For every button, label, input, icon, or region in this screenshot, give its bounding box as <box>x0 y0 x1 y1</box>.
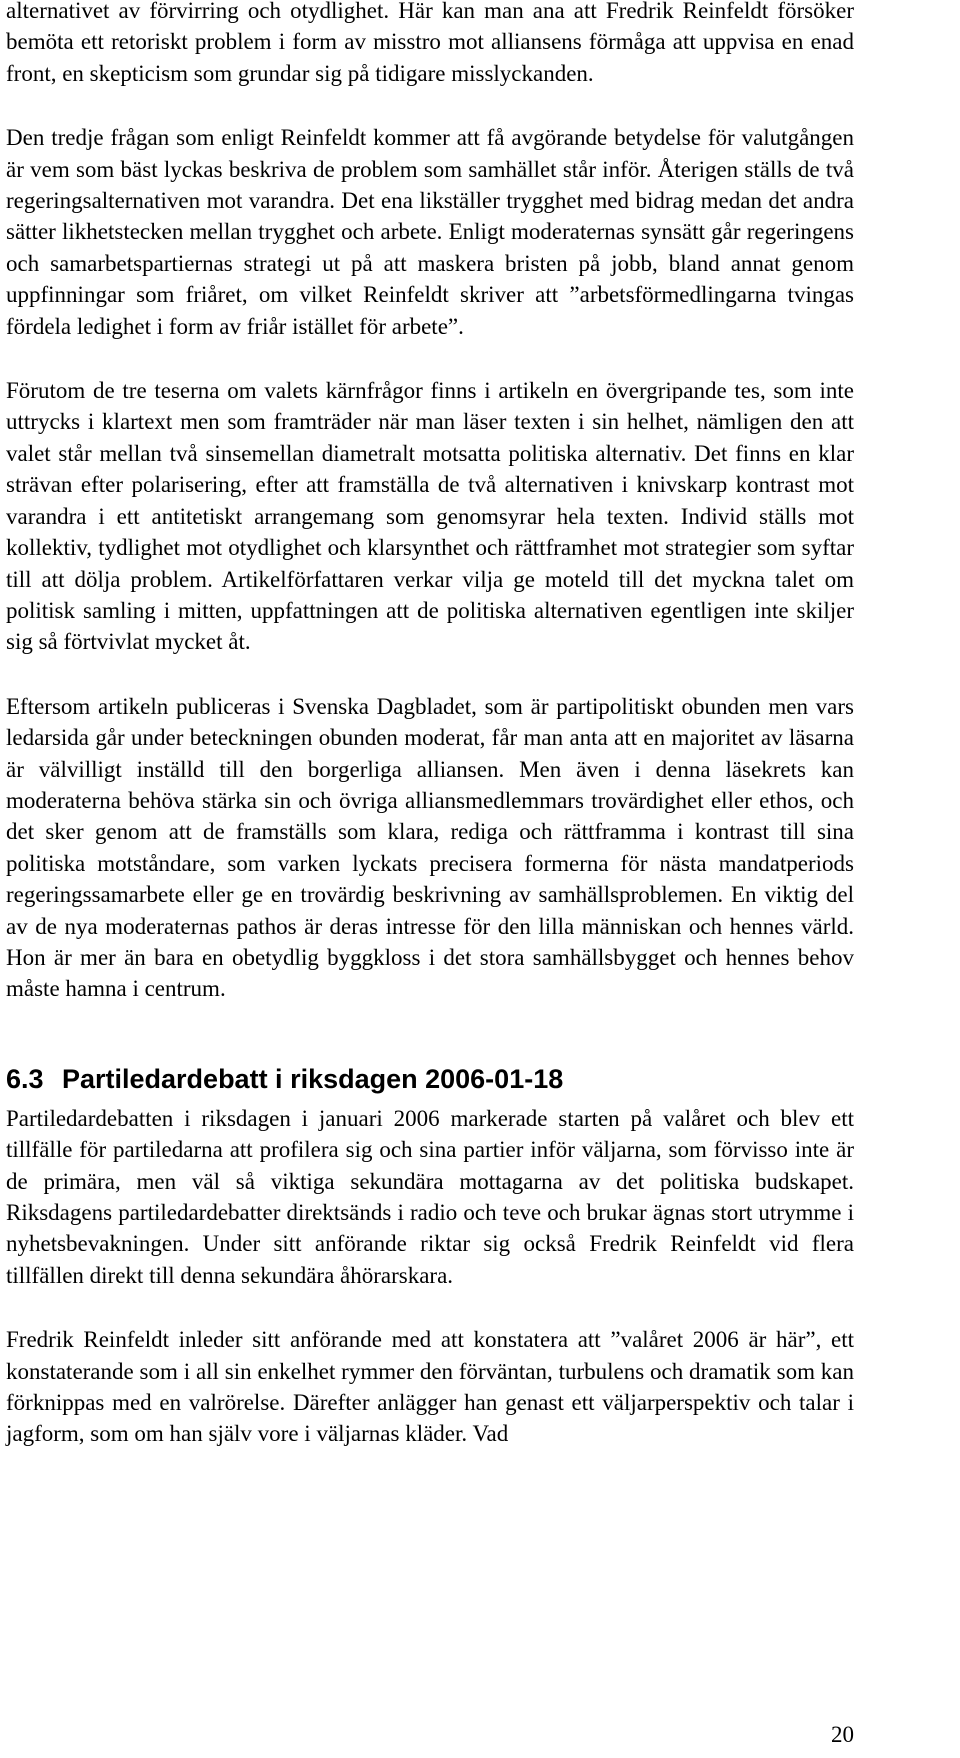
body-paragraph: alternativet av förvirring och otydlighet. Här kan man ana att Fredrik Reinfeldt försöker bemöta ett retoriskt problem i form av misstro mot alliansens förmåga att uppvisa en enad front, en skepticism som grundar sig på tidigare misslyckanden. <box>6 0 854 86</box>
body-paragraph: Den tredje frågan som enligt Reinfeldt kommer att få avgörande betydelse för valutgången är vem som bäst lyckas beskriva de problem som samhället står inför. Återigen ställs de två regeringsalternativen mot varandra. Det ena likställer trygghet med bidrag medan det andra sätter likhetstecken mellan trygghet och arbete. Enligt moderaternas synsätt går regeringens och samarbetspartiernas strategi ut på att maskera bristen på jobb, bland annat genom uppfinningar som friåret, om vilket Reinfeldt skriver att ”arbetsförmedlingarna tvingas fördela ledighet i form av friår istället för arbete”. <box>6 125 854 339</box>
section-heading <box>6 1063 854 1095</box>
body-paragraph: Partiledardebatten i riksdagen i januari 2006 markerade starten på valåret och blev ett tillfälle för partiledarna att profilera sig och sina partier inför väljarna, som förvisso inte är de primära, men väl så viktiga sekundära mottagarna av det politiska budskapet. Riksdagens partiledardebatter direktsänds i radio och teve och brukar ägnas stort utrymme i nyhetsbevakningen. Under sitt anförande riktar sig också Fredrik Reinfeldt vid flera tillfällen direkt till denna sekundära åhörarskara. <box>6 1105 854 1288</box>
section-title: Partiledardebatt i riksdagen 2006-01-18 <box>62 1063 564 1094</box>
document-page <box>6 0 854 1450</box>
page-number: 20 <box>831 1722 854 1747</box>
body-paragraph: Förutom de tre teserna om valets kärnfrågor finns i artikeln en övergripande tes, som inte uttrycks i klartext men som framträder när man läser texten i sin helhet, nämligen den att valet står mellan två sinsemellan diametralt motsatta politiska alternativ. Det finns en klar strävan efter polarisering, efter att framställa de två alternativen i knivskarp kontrast mot varandra i ett antitetiskt arrangemang som genomsyrar hela texten. Individ ställs mot kollektiv, tydlighet mot otydlighet och klarsynthet och rättframhet mot strategier som syftar till att dölja problem. Artikelförfattaren verkar vilja ge moteld till det myckna talet om politisk samling i mitten, uppfattningen att de politiska alternativen egentligen inte skiljer sig så förtvivlat mycket åt. <box>6 378 854 655</box>
body-paragraph: Fredrik Reinfeldt inleder sitt anförande med att konstatera att ”valåret 2006 är här”, ett konstaterande som i all sin enkelhet rymmer den förväntan, turbulens och dramatik som kan förknippas med en valrörelse. Därefter anlägger han genast ett väljarperspektiv och talar i jagform, som om han själv vore i väljarnas kläder. Vad <box>6 1327 854 1447</box>
body-paragraph: Eftersom artikeln publiceras i Svenska Dagbladet, som är partipolitiskt obunden men vars ledarsida går under beteckningen obunden moderat, får man anta att en majoritet av läsarna är välvilligt inställd till den borgerliga alliansen. Men även i denna läsekrets kan moderaterna behöva stärka sin och övriga alliansmedlemmars trovärdighet eller ethos, och det sker genom att de framställs som klara, rediga och rättframma i kontrast till sina politiska motståndare, som varken lyckats precisera formerna för nästa mandatperiods regeringssamarbete eller ge en trovärdig beskrivning av samhällsproblemen. En viktig del av de nya moderaternas pathos är deras intresse för den lilla människan och hennes värld. Hon är mer än bara en obetydlig byggkloss i det stora samhällsbygget och hennes behov måste hamna i centrum. <box>6 693 854 1002</box>
section-number: 6.3 <box>6 1063 44 1094</box>
